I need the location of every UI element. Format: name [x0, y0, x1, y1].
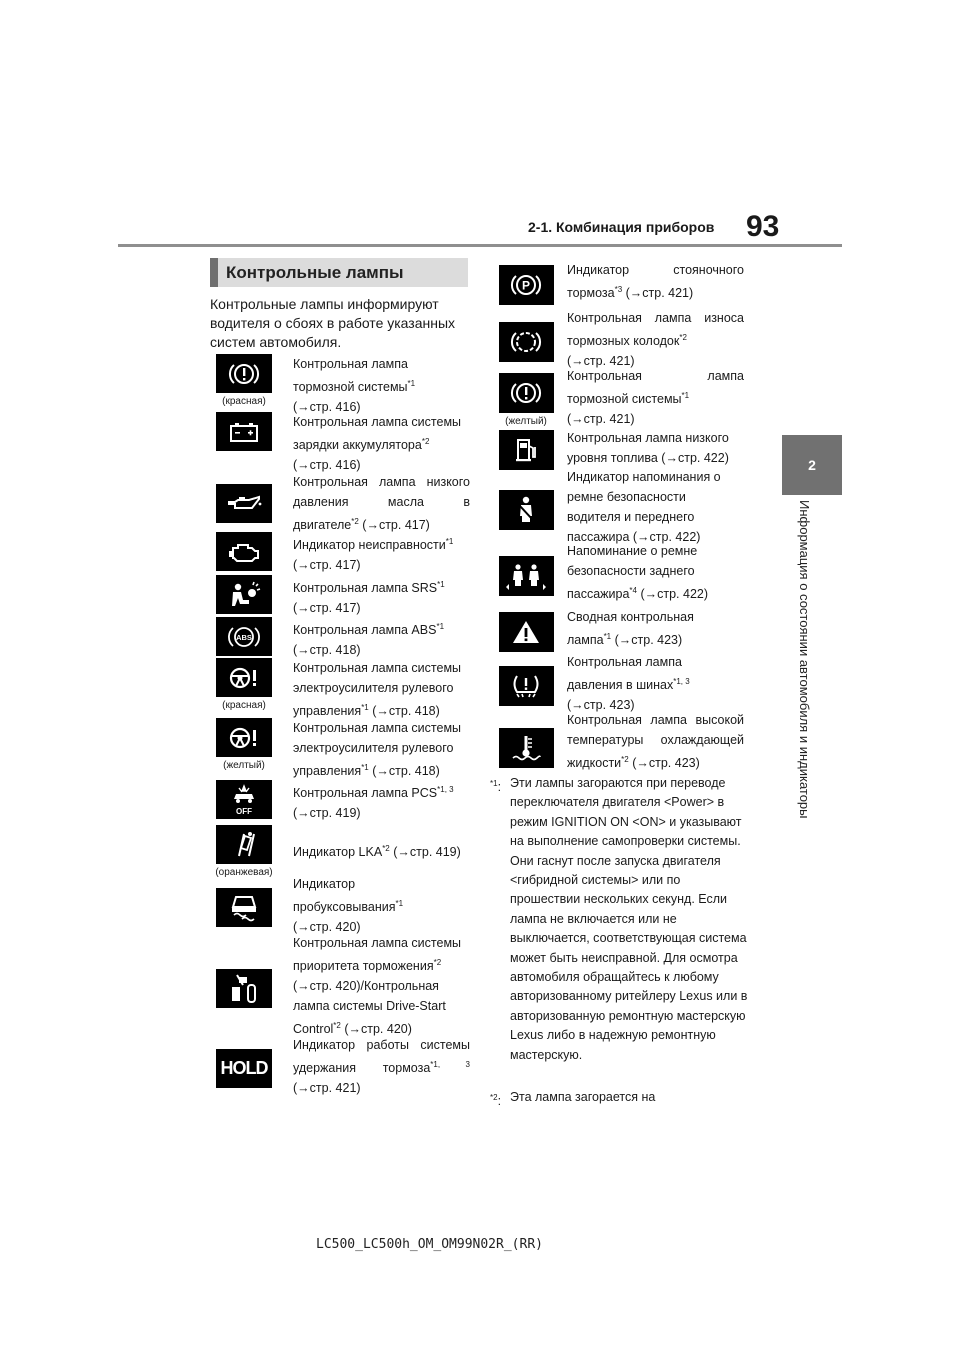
item-description: Индикатор напоминания о ремне безопасности водителя и переднего пассажира (→стр. 422) — [567, 470, 721, 544]
item-description: Индикатор работы системы удержания тормоза$^{*1, 3}$ (→стр. 421) — [293, 1038, 470, 1096]
pcs-off-icon — [216, 780, 272, 819]
item-description: Индикатор стояночного тормоза$^{*3}$ (→стр. 421) — [567, 263, 744, 301]
item-description: Контрольная лампа низкого давления масла в двигателе$^{*2}$ (→стр. 417) — [293, 475, 470, 533]
tire-pressure-icon — [499, 666, 554, 706]
steering-warning-icon — [216, 718, 272, 757]
warning-item-brake-red — [200, 354, 470, 417]
document-code: LC500_LC500h_OM_OM99N02R_(RR) — [316, 1237, 543, 1252]
warning-item-srs — [200, 575, 470, 618]
warning-item-malfunction — [200, 532, 470, 575]
footnote-1: $^{*1}$: Эти лампы загораются при переводе переключателя двигателя <Power> в режим IGNITION ON <ON> и указывают на выполнение самопроверки системы. Они гаснут после запуска двигателя <гибридной системы> или по прошествии нескольких секунд. Если лампа не включается или не выключается, соответствующая система может быть неисправной. Для осмотра автомобиля обращайтесь к любому авторизованному ритейлеру Lexus или в авторизованную ремонтную мастерскую Lexus либо в надежную ремонтную мастерскую. — [490, 774, 750, 1065]
icon-caption: (красная) — [222, 396, 266, 407]
warning-item-charging — [200, 412, 470, 475]
warning-item-parking-brake — [490, 260, 744, 305]
icon-caption: (желтый) — [223, 760, 265, 771]
master-warning-icon — [499, 612, 554, 652]
item-description: Контрольная лампа низкого уровня топлива (→стр. 422) — [567, 431, 729, 465]
section-intro: Контрольные лампы информируют водителя о сбоях в работе указанных систем автомобиля. — [210, 296, 456, 350]
item-description: Индикатор LKA$^{*2}$ (→стр. 419) — [293, 844, 461, 860]
footnote-text: Эта лампа загорается на — [510, 1090, 656, 1104]
oil-can-icon — [216, 484, 272, 523]
item-description: Контрольная лампа системы электроусилителя рулевого управления$^{*1}$ (→стр. 418) — [293, 661, 462, 719]
page-number: 93 — [746, 210, 780, 243]
brake-warning-icon — [499, 373, 554, 413]
item-description: Контрольная лампа PCS$^{*1, 3}$ (→стр. 419) — [293, 785, 454, 821]
icon-caption: (красная) — [222, 700, 266, 711]
warning-item-abs — [200, 617, 470, 660]
chapter-title: 2-1. Комбинация приборов — [528, 219, 715, 235]
item-description: Контрольная лампа высокой температуры охлаждающей жидкости$^{*2}$ (→стр. 423) — [567, 713, 744, 771]
footnote-2: $^{*2}$: Эта лампа загорается на — [490, 1088, 750, 1107]
warning-item-low-fuel — [490, 428, 744, 470]
item-description: Контрольная лампа тормозной системы$^{*1}$ (→стр. 421) — [567, 369, 744, 427]
side-chapter-label: Информация о состоянии автомобиля и индикаторы — [797, 500, 812, 819]
chapter-tab: 2 — [782, 435, 842, 495]
lka-icon — [216, 825, 272, 864]
check-engine-icon — [216, 532, 272, 571]
item-description: Сводная контрольная лампа$^{*1}$ (→стр. 423) — [567, 610, 694, 648]
header-rule — [118, 244, 842, 247]
item-description: Индикатор неисправности$^{*1}$ (→стр. 417) — [293, 537, 454, 573]
warning-item-lka — [200, 825, 470, 878]
battery-icon — [216, 412, 272, 451]
parking-brake-icon — [499, 265, 554, 305]
slip-indicator-icon — [216, 888, 272, 927]
warning-item-eps-yellow — [200, 718, 470, 781]
seatbelt-reminder-icon — [499, 490, 554, 530]
abs-icon — [216, 617, 272, 656]
warning-item-tire-pressure — [490, 652, 744, 715]
coolant-temp-icon — [499, 728, 554, 768]
item-description: Контрольная лампа системы приоритета торможения$^{*2}$ (→стр. 420)/Контрольная лампа системы Drive-Start Control$^{*2}$ (→стр. 420) — [293, 936, 462, 1037]
footnote-mark: *1 — [490, 779, 498, 788]
item-description: Контрольная лампа SRS$^{*1}$ (→стр. 417) — [293, 580, 445, 616]
warning-item-eps-red — [200, 658, 470, 721]
brake-pad-wear-icon — [499, 322, 554, 362]
section-title: Контрольные лампы — [226, 262, 404, 282]
warning-item-seatbelt-rear — [490, 541, 744, 604]
warning-item-slip — [200, 874, 470, 937]
svg-text:ABS: ABS — [236, 632, 252, 642]
item-description: Контрольная лампа системы зарядки аккумулятора$^{*2}$ (→стр. 416) — [293, 415, 462, 473]
warning-item-brake-yellow — [490, 366, 744, 429]
item-description: Контрольная лампа ABS$^{*1}$ (→стр. 418) — [293, 622, 445, 658]
icon-caption: (оранжевая) — [215, 867, 273, 878]
svg-text:OFF: OFF — [236, 806, 252, 816]
warning-item-master — [490, 607, 744, 652]
fuel-pump-icon — [499, 430, 554, 470]
warning-item-seatbelt-front — [490, 467, 744, 547]
brake-warning-icon — [216, 354, 272, 393]
item-description: Контрольная лампа давления в шинах$^{*1, 3}$ (→стр. 423) — [567, 655, 690, 713]
item-description: Контрольная лампа системы электроусилителя рулевого управления$^{*1}$ (→стр. 418) — [293, 721, 462, 779]
warning-item-oil-pressure — [200, 472, 470, 535]
item-description: Контрольная лампа тормозной системы$^{*1}$ (→стр. 416) — [293, 357, 416, 415]
warning-item-brake-hold — [200, 1035, 470, 1098]
item-description: Контрольная лампа износа тормозных колодок$^{*2}$ (→стр. 421) — [567, 311, 744, 369]
rear-seatbelt-icon — [499, 556, 554, 596]
warning-item-brake-override — [200, 933, 470, 1039]
svg-text:P: P — [521, 278, 531, 293]
warning-item-coolant — [490, 710, 744, 773]
icon-caption: (желтый) — [505, 416, 547, 427]
item-description: Напоминание о ремне безопасности заднего пассажира$^{*4}$ (→стр. 422) — [567, 544, 709, 602]
item-description: Индикатор пробуксовывания$^{*1}$ (→стр. 420) — [293, 877, 404, 935]
warning-item-pcs — [200, 780, 470, 823]
hold-icon: HOLD — [216, 1049, 272, 1088]
footnote-mark: *2 — [490, 1093, 498, 1102]
steering-warning-icon — [216, 658, 272, 697]
footnote-text: Эти лампы загораются при переводе переключателя двигателя <Power> в режим IGNITION ON <ON> и указывают на выполнение самопроверки системы. Они гаснут после запуска двигателя <гибридной системы> или по прошествии нескольких секунд. Если лампа не включается или не выключается, соответствующая система может быть неисправной. Для осмотра автомобиля обращайтесь к любому авторизованному ритейлеру Lexus или в авторизованную ремонтную мастерскую Lexus либо в надежную ремонтную мастерскую. — [510, 776, 748, 1062]
warning-item-brake-pad — [490, 308, 744, 371]
airbag-icon — [216, 575, 272, 614]
section-heading — [210, 258, 468, 287]
brake-override-icon — [216, 969, 272, 1008]
